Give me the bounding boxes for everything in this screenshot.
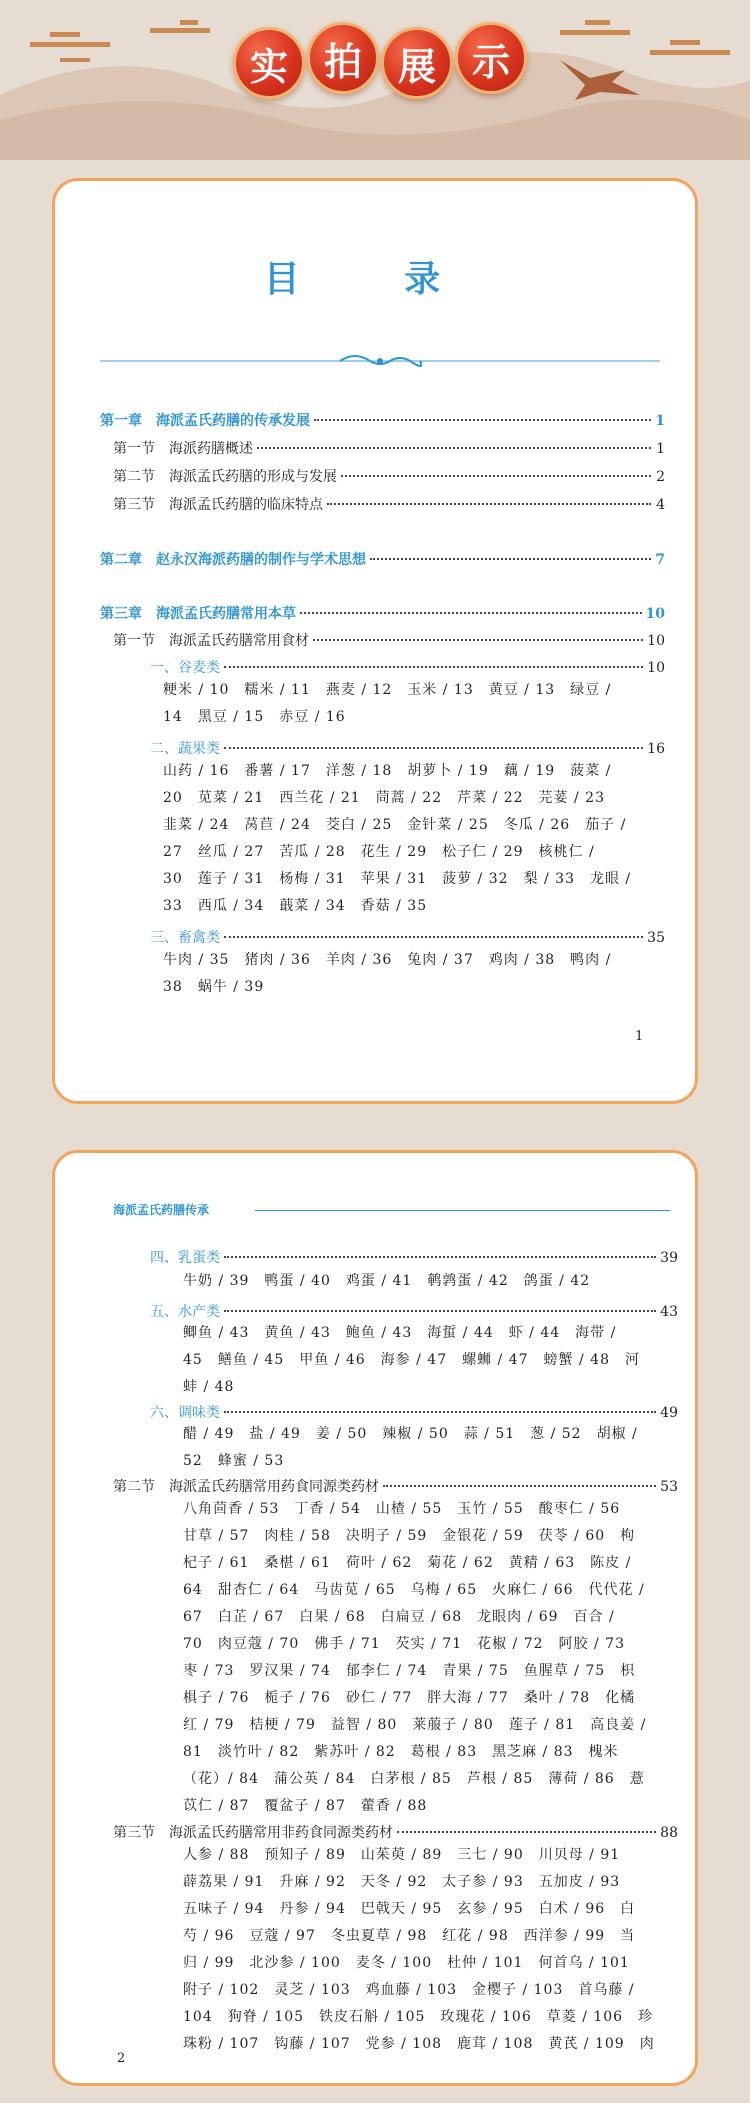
- toc-section[interactable]: 第三节 海派孟氏药膳的临床特点 4: [113, 497, 665, 513]
- item-list: [163, 947, 611, 1001]
- cloud-ornament-right: [560, 20, 730, 55]
- item-line: 14 黑豆 / 15 赤豆 / 16: [163, 709, 346, 725]
- item-line: 杞子 / 61 桑椹 / 61 荷叶 / 62 菊花 / 62 黄精 / 63 陈皮 /: [183, 1555, 632, 1571]
- item-line: 苡仁 / 87 覆盆子 / 87 藿香 / 88: [183, 1798, 428, 1814]
- item-line: 醋 / 49 盐 / 49 姜 / 50 辣椒 / 50 蒜 / 51 葱 / 52 胡椒 /: [183, 1426, 638, 1442]
- running-head: 海派孟氏药膳传承: [113, 1203, 210, 1217]
- title-divider: [100, 351, 660, 371]
- item-line: 蚌 / 48: [183, 1379, 235, 1395]
- item-line: 附子 / 102 灵芝 / 103 鸡血藤 / 103 金樱子 / 103 首乌藤 /: [183, 1982, 635, 1998]
- item-line: 珠粉 / 107 钩藤 / 107 党参 / 108 鹿茸 / 108 黄芪 / 109 肉: [183, 2036, 655, 2052]
- item-line: （花）/ 84 蒲公英 / 84 白茅根 / 85 芦根 / 85 薄荷 / 86 薏: [183, 1771, 645, 1787]
- toc-category[interactable]: 三、畜禽类 35: [150, 930, 665, 946]
- item-line: 鲫鱼 / 43 黄鱼 / 43 鲍鱼 / 43 海蜇 / 44 虾 / 44 海带 /: [183, 1325, 617, 1341]
- item-line: 归 / 99 北沙参 / 100 麦冬 / 100 杜仲 / 101 何首乌 / 101: [183, 1955, 630, 1971]
- item-line: 64 甜杏仁 / 64 马齿苋 / 65 乌梅 / 65 火麻仁 / 66 代代花 /: [183, 1582, 645, 1598]
- title-bubbles: [233, 22, 523, 102]
- toc-page-2: [52, 1150, 698, 2086]
- item-line: 104 狗脊 / 105 铁皮石斛 / 105 玫瑰花 / 106 草菱 / 106 珍: [183, 2009, 654, 2025]
- item-line: 45 鳝鱼 / 45 甲鱼 / 46 海参 / 47 螺蛳 / 47 螃蟹 / 48 河: [183, 1352, 640, 1368]
- item-line: 牛肉 / 35 猪肉 / 36 羊肉 / 36 兔肉 / 37 鸡肉 / 38 鸭肉 /: [163, 952, 612, 968]
- item-line: 67 白芷 / 67 白果 / 68 白扁豆 / 68 龙眼肉 / 69 百合 /: [183, 1609, 615, 1625]
- toc-section[interactable]: 第一节 海派孟氏药膳常用食材 10: [113, 633, 665, 649]
- title-char-2: 拍: [307, 22, 379, 94]
- item-line: 牛奶 / 39 鸭蛋 / 40 鸡蛋 / 41 鹌鹑蛋 / 42 鸽蛋 / 42: [183, 1273, 591, 1289]
- running-head-rule: [255, 1210, 670, 1211]
- item-line: 70 肉豆蔻 / 70 佛手 / 71 芡实 / 71 花椒 / 72 阿胶 / 73: [183, 1636, 625, 1652]
- toc-section[interactable]: 第三节 海派孟氏药膳常用非药食同源类药材 88: [113, 1825, 678, 1841]
- item-line: 椇子 / 76 栀子 / 76 砂仁 / 77 胖大海 / 77 桑叶 / 78 化橘: [183, 1690, 636, 1706]
- item-line: 33 西瓜 / 34 蕺菜 / 34 香菇 / 35: [163, 898, 428, 914]
- item-line: 粳米 / 10 糯米 / 11 燕麦 / 12 玉米 / 13 黄豆 / 13 绿豆 /: [163, 682, 612, 698]
- toc-category[interactable]: 五、水产类 43: [150, 1304, 678, 1320]
- item-line: 30 莲子 / 31 杨梅 / 31 苹果 / 31 菠萝 / 32 梨 / 33 龙眼 /: [163, 871, 632, 887]
- title-char-1: 实: [233, 27, 305, 99]
- item-line: 山药 / 16 番薯 / 17 洋葱 / 18 胡萝卜 / 19 藕 / 19 菠菜 /: [163, 763, 612, 779]
- item-list: [183, 1496, 646, 1820]
- item-line: 人参 / 88 预知子 / 89 山茱萸 / 89 三七 / 90 川贝母 / 91: [183, 1847, 621, 1863]
- toc-category[interactable]: 一、谷麦类 10: [150, 660, 665, 676]
- item-line: 芍 / 96 豆蔻 / 97 冬虫夏草 / 98 红花 / 98 西洋参 / 99 当: [183, 1928, 636, 1944]
- title-char-3: 展: [381, 27, 453, 99]
- page-number: 2: [117, 2051, 126, 2066]
- item-line: 八角茴香 / 53 丁香 / 54 山楂 / 55 玉竹 / 55 酸枣仁 / 56: [183, 1501, 621, 1517]
- item-list: [183, 1320, 640, 1401]
- toc-chapter-2[interactable]: 第二章 赵永汉海派药膳的制作与学术思想 7: [100, 552, 665, 568]
- item-line: 五味子 / 94 丹参 / 94 巴戟天 / 95 玄参 / 95 白术 / 96 白: [183, 1901, 636, 1917]
- item-line: 韭菜 / 24 莴苣 / 24 茭白 / 25 金针菜 / 25 冬瓜 / 26 茄子 /: [163, 817, 627, 833]
- item-line: 薜荔果 / 91 升麻 / 92 天冬 / 92 太子参 / 93 五加皮 / 93: [183, 1874, 621, 1890]
- toc-page-1: [52, 178, 698, 1104]
- item-line: 甘草 / 57 肉桂 / 58 决明子 / 59 金银花 / 59 茯苓 / 60 枸: [183, 1528, 636, 1544]
- toc-section[interactable]: 第二节 海派孟氏药膳常用药食同源类药材 53: [113, 1479, 678, 1495]
- page-title: 目 录: [263, 259, 487, 300]
- toc-category[interactable]: 六、调味类 49: [150, 1405, 678, 1421]
- item-list: [183, 1421, 638, 1475]
- page-number: 1: [635, 1029, 644, 1044]
- item-line: 27 丝瓜 / 27 苦瓜 / 28 花生 / 29 松子仁 / 29 核桃仁 /: [163, 844, 595, 860]
- item-line: 81 淡竹叶 / 82 紫苏叶 / 82 葛根 / 83 黑芝麻 / 83 槐米: [183, 1744, 619, 1760]
- item-line: 52 蜂蜜 / 53: [183, 1453, 285, 1469]
- toc-category[interactable]: 四、乳蛋类 39: [150, 1250, 678, 1266]
- item-line: 枣 / 73 罗汉果 / 74 郁李仁 / 74 青果 / 75 鱼腥草 / 75 枳: [183, 1663, 636, 1679]
- toc-category[interactable]: 二、蔬果类 16: [150, 741, 665, 757]
- item-line: 20 苋菜 / 21 西兰花 / 21 茼蒿 / 22 芹菜 / 22 芫荽 / 23: [163, 790, 605, 806]
- toc-chapter-3[interactable]: 第三章 海派孟氏药膳常用本草 10: [100, 606, 665, 622]
- item-line: 38 蜗牛 / 39: [163, 979, 265, 995]
- toc-section[interactable]: 第二节 海派孟氏药膳的形成与发展 2: [113, 469, 665, 485]
- item-line: 红 / 79 桔梗 / 79 益智 / 80 莱菔子 / 80 莲子 / 81 高良姜 /: [183, 1717, 647, 1733]
- cloud-ornament-left: [30, 20, 210, 62]
- banner-header: [0, 0, 750, 160]
- toc-section[interactable]: 第一节 海派药膳概述 1: [113, 441, 665, 457]
- item-list: [163, 758, 631, 920]
- item-list: [163, 677, 611, 731]
- item-list: [183, 1268, 590, 1295]
- item-list: [183, 1842, 655, 2058]
- title-char-4: 示: [455, 22, 527, 94]
- toc-chapter-1[interactable]: 第一章 海派孟氏药膳的传承发展 1: [100, 413, 665, 429]
